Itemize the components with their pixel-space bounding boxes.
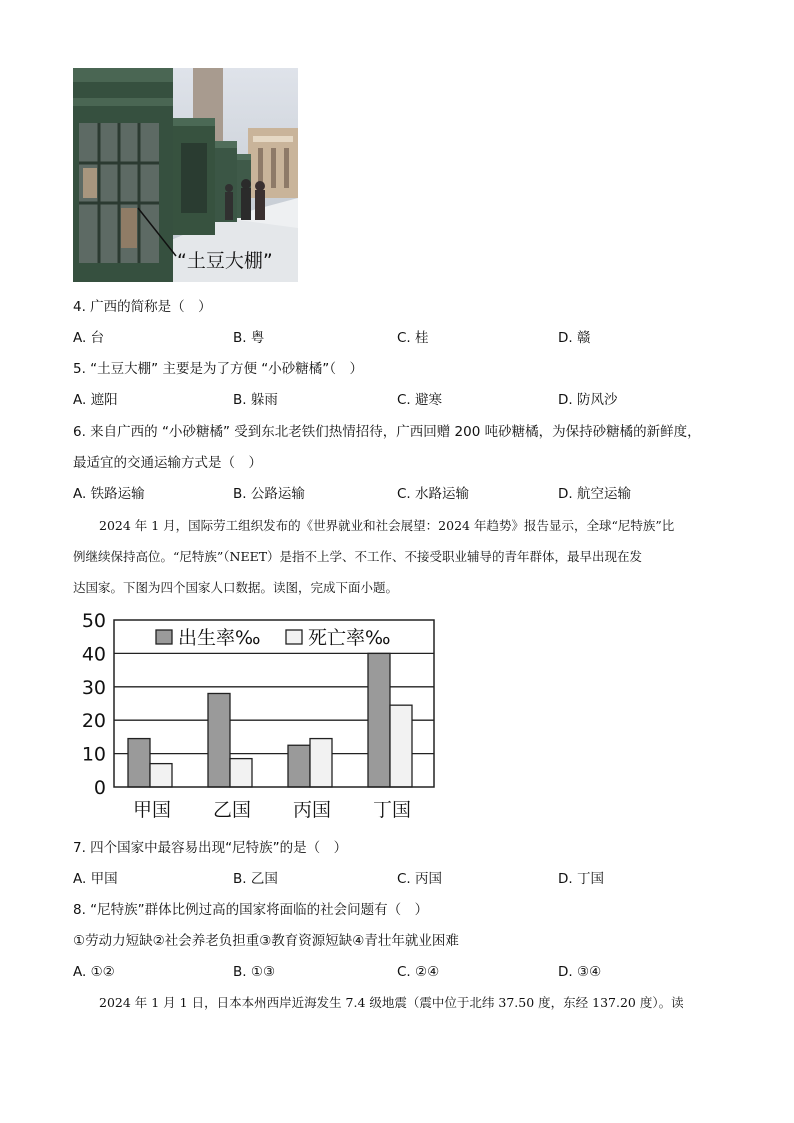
x-tick-label: 丁国 <box>372 799 412 821</box>
bar-birth-2 <box>288 745 310 787</box>
y-tick-label: 40 <box>81 643 106 666</box>
q4-option-c: C. 桂 <box>397 330 429 346</box>
q6-option-b: B. 公路运输 <box>233 486 305 502</box>
x-tick-label: 丙国 <box>292 799 332 821</box>
x-tick-label: 乙国 <box>212 799 252 821</box>
question-6-stem-line1: 6. 来自广西的 “小砂糖橘” 受到东北老铁们热情招待，广西回赠 200 吨砂糖橘，为保持砂糖橘的新鲜度， <box>73 424 701 440</box>
q5-option-c: C. 避寒 <box>397 392 443 408</box>
bar-death-1 <box>230 759 252 787</box>
legend-swatch-0 <box>156 630 172 644</box>
q8-option-b: B. ①③ <box>233 964 276 980</box>
y-tick-label: 30 <box>81 676 106 699</box>
passage-1-line3: 达国家。下图为四个国家人口数据。读图，完成下面小题。 <box>73 580 399 595</box>
q8-option-a: A. ①② <box>73 964 115 980</box>
y-tick-label: 0 <box>93 777 106 799</box>
question-6-stem-line2: 最适宜的交通运输方式是（ ） <box>73 455 262 471</box>
y-tick-label: 10 <box>81 743 106 766</box>
x-tick-label: 甲国 <box>132 799 172 821</box>
question-7-stem: 7. 四个国家中最容易出现“尼特族”的是（ ） <box>73 840 348 856</box>
q5-option-d: D. 防风沙 <box>558 392 618 408</box>
question-4-stem: 4. 广西的简称是（ ） <box>73 299 212 315</box>
question-8-items: ①劳动力短缺②社会养老负担重③教育资源短缺④青壮年就业困难 <box>73 933 459 949</box>
bar-birth-3 <box>368 653 390 787</box>
q7-option-b: B. 乙国 <box>233 871 278 887</box>
bar-death-0 <box>150 764 172 787</box>
y-tick-label: 50 <box>81 610 106 632</box>
q4-option-b: B. 粤 <box>233 330 265 346</box>
legend-label-0: 出生率‰ <box>178 627 261 649</box>
q4-option-d: D. 赣 <box>558 330 591 346</box>
passage-1-line2: 例继续保持高位。“尼特族”（NEET）是指不上学、不工作、不接受职业辅导的青年群体，最早出现在发 <box>73 549 643 564</box>
chart-legend <box>156 627 391 649</box>
q7-option-a: A. 甲国 <box>73 871 118 887</box>
q5-option-a: A. 遮阳 <box>73 392 118 408</box>
q5-option-b: B. 躲雨 <box>233 392 278 408</box>
question-8-stem: 8. “尼特族”群体比例过高的国家将面临的社会问题有（ ） <box>73 902 429 918</box>
q7-option-c: C. 丙国 <box>397 871 443 887</box>
q8-option-c: C. ②④ <box>397 964 440 980</box>
bar-death-3 <box>390 705 412 787</box>
q4-option-a: A. 台 <box>73 330 105 346</box>
bar-birth-0 <box>128 739 150 787</box>
population-bar-chart <box>80 605 450 830</box>
legend-label-1: 死亡率‰ <box>308 627 391 649</box>
photo-label: “土豆大棚” <box>177 250 273 272</box>
question-5-stem: 5. “土豆大棚” 主要是为了方便 “小砂糖橘”（ ） <box>73 361 363 377</box>
bar-death-2 <box>310 739 332 787</box>
q8-option-d: D. ③④ <box>558 964 602 980</box>
chart-x-ticks <box>133 799 411 821</box>
q6-option-d: D. 航空运输 <box>558 486 631 502</box>
q6-option-a: A. 铁路运输 <box>73 486 145 502</box>
legend-swatch-1 <box>286 630 302 644</box>
potato-greenhouse-photo <box>73 68 298 282</box>
chart-y-ticks <box>82 610 106 799</box>
passage-2-line1: 2024 年 1 月 1 日，日本本州西岸近海发生 7.4 级地震（震中位于北纬 37.50 度，东经 137.20 度）。读 <box>99 995 684 1010</box>
passage-1-line1: 2024 年 1 月，国际劳工组织发布的《世界就业和社会展望：2024 年趋势》报告显示，全球“尼特族”比 <box>99 518 675 533</box>
q6-option-c: C. 水路运输 <box>397 486 470 502</box>
bar-birth-1 <box>208 693 230 787</box>
q7-option-d: D. 丁国 <box>558 871 604 887</box>
y-tick-label: 20 <box>81 710 106 733</box>
